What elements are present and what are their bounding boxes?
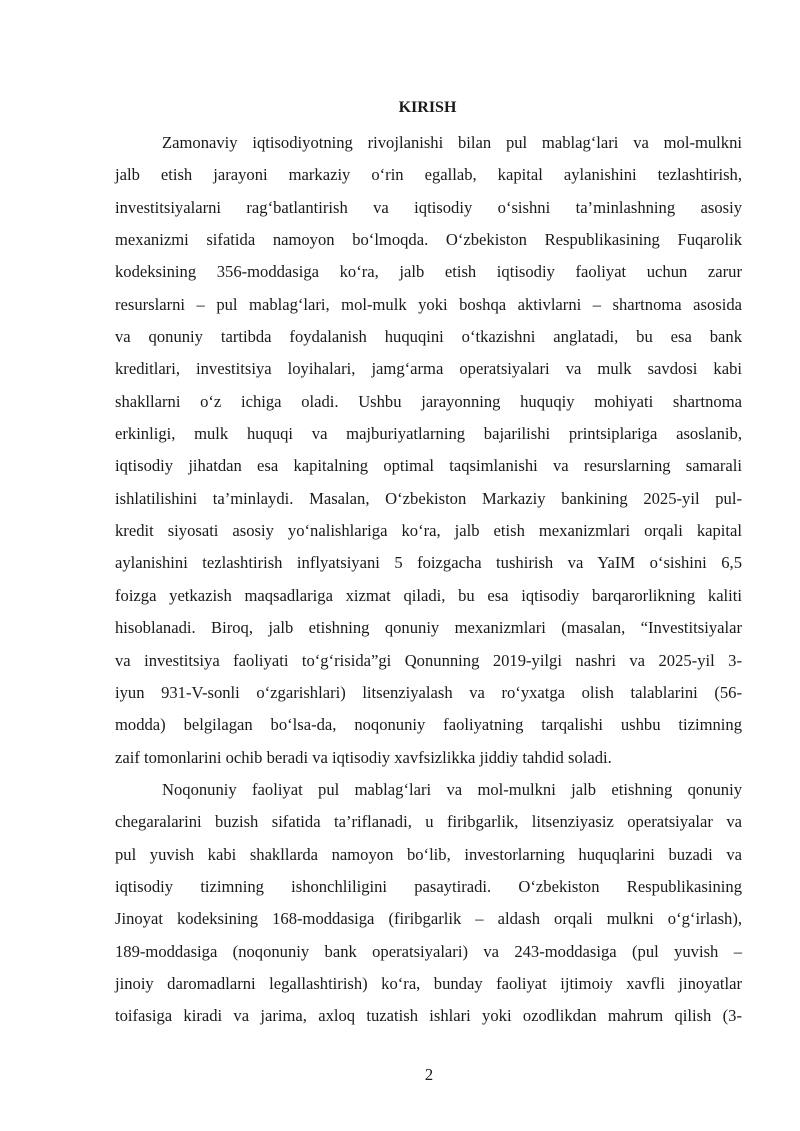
paragraph-line: Jinoyat kodeksining 168-moddasiga (firibgarlik – aldash orqali mulkni o‘g‘irlash), — [115, 909, 742, 929]
paragraph-line: erkinligi, mulk huquqi va majburiyatlarning bajarilishi printsiplariga asoslanib, — [115, 424, 742, 444]
paragraph-line: va investitsiya faoliyati to‘g‘risida”gi Qonunning 2019-yilgi nashri va 2025-yil 3- — [115, 650, 742, 670]
paragraph-line: mexanizmi sifatida namoyon bo‘lmoqda. O‘zbekiston Respublikasining Fuqarolik — [115, 230, 742, 250]
paragraph-line: jinoiy daromadlarni legallashtirish) ko‘ra, bunday faoliyat ijtimoiy xavfli jinoyatlar — [115, 973, 742, 993]
paragraph-line: kodeksining 356-moddasiga ko‘ra, jalb etish iqtisodiy faoliyat uchun zarur — [115, 262, 742, 282]
paragraph-line: hisoblanadi. Biroq, jalb etishning qonuniy mexanizmlari (masalan, “Investitsiyalar — [115, 618, 742, 638]
paragraph-line: va qonuniy tartibda foydalanish huquqini o‘tkazishni anglatadi, bu esa bank — [115, 327, 742, 347]
page-number: 2 — [424, 1065, 434, 1084]
paragraph-line: iyun 931-V-sonli o‘zgarishlari) litsenziyalash va ro‘yxatga olish talablarini (56- — [115, 682, 742, 702]
paragraph-line: zaif tomonlarini ochib beradi va iqtisodiy xavfsizlikka jiddiy tahdid soladi. — [115, 747, 612, 767]
paragraph-1 — [115, 127, 742, 774]
paragraph-line: toifasiga kiradi va jarima, axloq tuzatish ishlari yoki ozodlikdan mahrum qilish (3- — [115, 1006, 742, 1026]
paragraph-2 — [115, 774, 742, 1033]
paragraph-line: iqtisodiy jihatdan esa kapitalning optimal taqsimlanishi va resurslarning samarali — [115, 456, 742, 476]
paragraph-line: 189-moddasiga (noqonuniy bank operatsiyalari) va 243-moddasiga (pul yuvish – — [115, 941, 742, 961]
paragraph-line: chegaralarini buzish sifatida ta’riflanadi, u firibgarlik, litsenziyasiz operatsiyalar va — [115, 812, 742, 832]
paragraph-line: ishlatilishini ta’minlaydi. Masalan, O‘zbekiston Markaziy bankining 2025-yil pul- — [115, 488, 742, 508]
paragraph-line: Zamonaviy iqtisodiyotning rivojlanishi bilan pul mablag‘lari va mol-mulkni — [162, 133, 742, 152]
paragraph-line: resurslarni – pul mablag‘lari, mol-mulk yoki boshqa aktivlarni – shartnoma asosida — [115, 294, 742, 314]
paragraph-line: kreditlari, investitsiya loyihalari, jamg‘arma operatsiyalari va mulk savdosi kabi — [115, 359, 742, 379]
paragraph-line: modda) belgilagan bo‘lsa-da, noqonuniy faoliyatning tarqalishi ushbu tizimning — [115, 715, 742, 735]
paragraph-line: foizga yetkazish maqsadlariga xizmat qiladi, bu esa iqtisodiy barqarorlikning kaliti — [115, 585, 742, 605]
paragraph-line: iqtisodiy tizimning ishonchliligini pasaytiradi. O‘zbekiston Respublikasining — [115, 876, 742, 896]
paragraph-line: aylanishini tezlashtirish inflyatsiyani 5 foizgacha tushirish va YaIM o‘sishini 6,5 — [115, 553, 742, 573]
section-heading: KIRISH — [398, 99, 457, 116]
paragraph-line: jalb etish jarayoni markaziy o‘rin egallab, kapital aylanishini tezlashtirish, — [115, 165, 742, 185]
paragraph-line: pul yuvish kabi shakllarda namoyon bo‘lib, investorlarning huquqlarini buzadi va — [115, 844, 742, 864]
paragraph-line: kredit siyosati asosiy yo‘nalishlariga ko‘ra, jalb etish mexanizmlari orqali kapital — [115, 521, 742, 541]
body-text — [115, 127, 742, 1033]
paragraph-line: Noqonuniy faoliyat pul mablag‘lari va mol-mulkni jalb etishning qonuniy — [162, 779, 742, 799]
paragraph-line: shakllarni o‘z ichiga oladi. Ushbu jarayonning huquqiy mohiyati shartnoma — [115, 391, 742, 411]
paragraph-line: investitsiyalarni rag‘batlantirish va iqtisodiy o‘sishni ta’minlashning asosiy — [115, 197, 742, 217]
